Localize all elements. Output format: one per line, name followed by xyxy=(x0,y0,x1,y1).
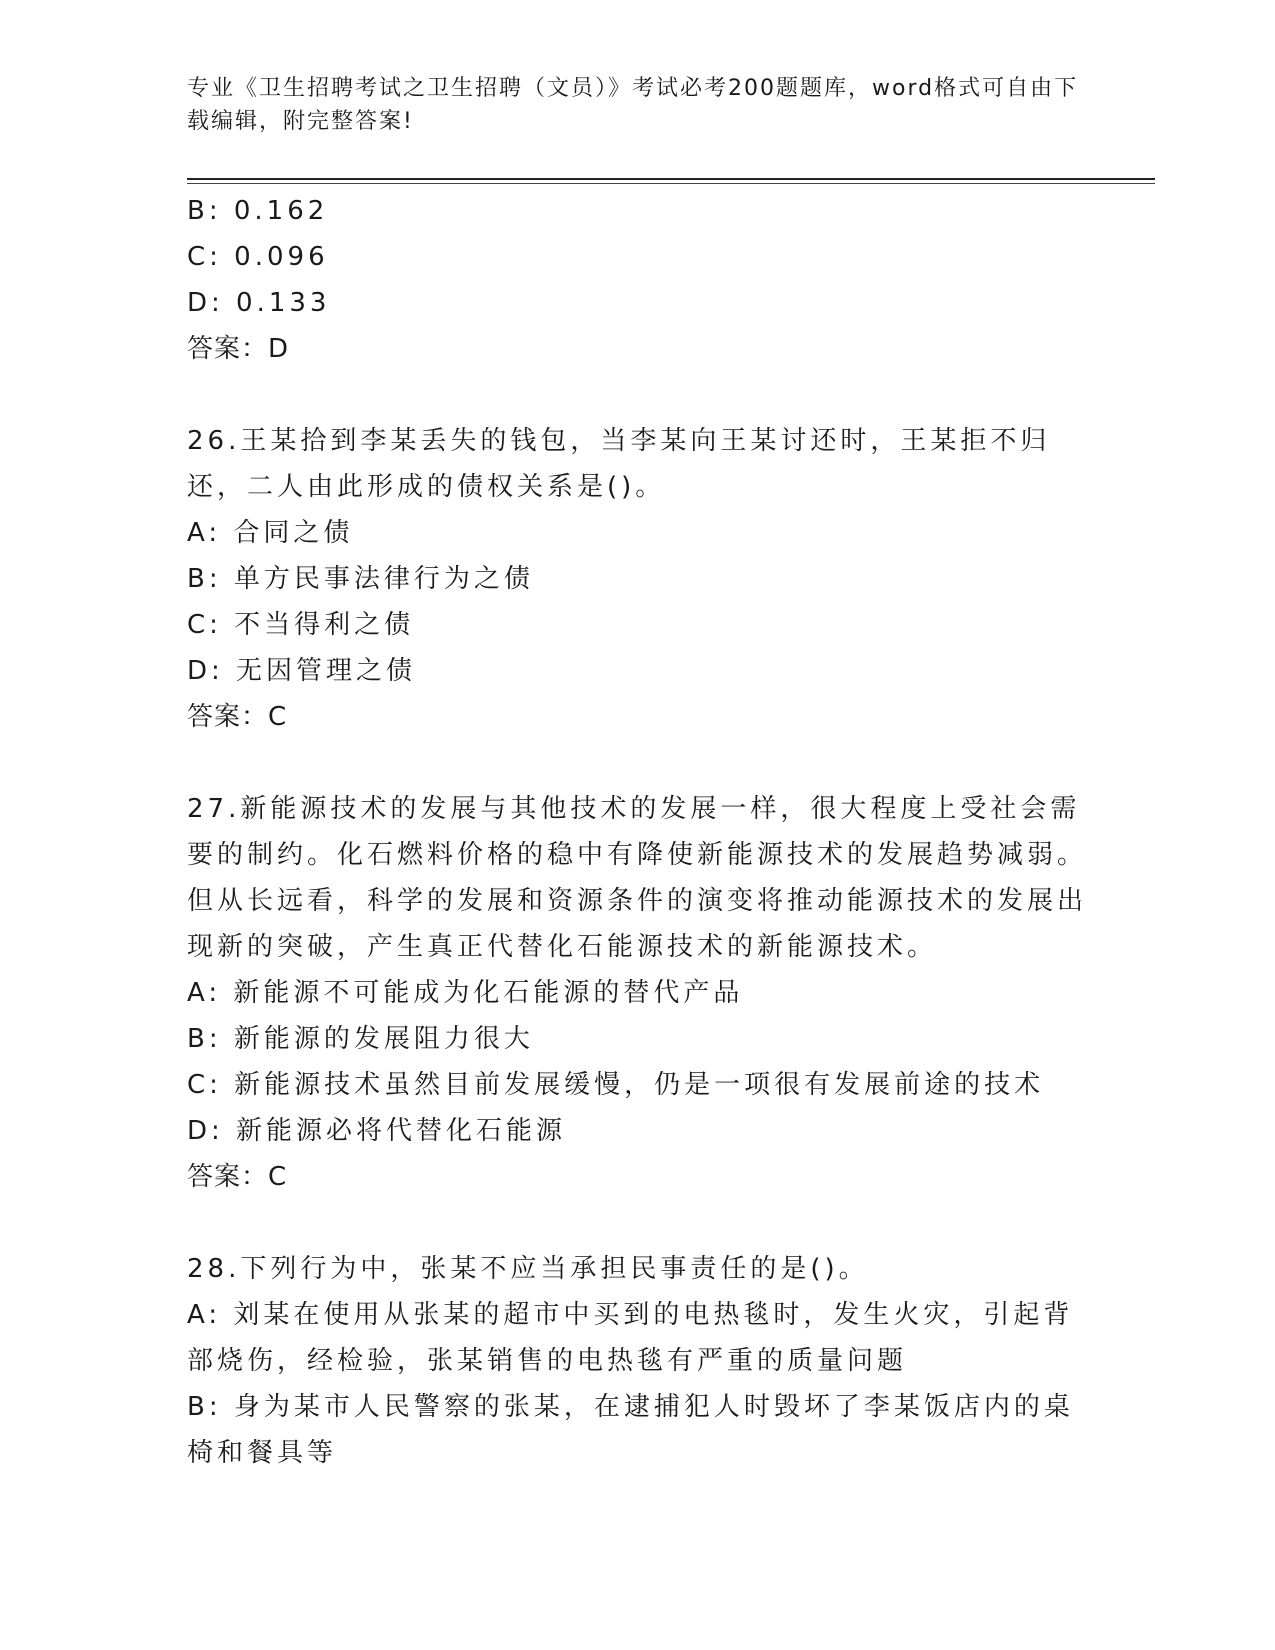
q25-option-d: D: 0.133 xyxy=(187,288,331,318)
q26-answer: 答案：C xyxy=(187,702,288,732)
header-rule-thin xyxy=(187,183,1155,184)
q28-stem: 28.下列行为中，张某不应当承担民事责任的是()。 xyxy=(187,1254,869,1284)
q27-option-b: B: 新能源的发展阻力很大 xyxy=(187,1024,534,1054)
q27-stem: 27.新能源技术的发展与其他技术的发展一样，很大程度上受社会需要的制约。化石燃料价格的稳中有降使新能源技术的发展趋势减弱。但从长远看，科学的发展和资源条件的演变将推动能源技术的发展出现新的突破，产生真正代替化石能源技术的新能源技术。 xyxy=(187,794,1088,962)
q26-option-b: B: 单方民事法律行为之债 xyxy=(187,564,534,594)
q28-option-b: B: 身为某市人民警察的张某，在逮捕犯人时毁坏了李某饭店内的桌椅和餐具等 xyxy=(187,1392,1074,1468)
q25-option-b: B: 0.162 xyxy=(187,196,329,226)
question-content xyxy=(187,188,1087,1476)
q26-option-d: D: 无因管理之债 xyxy=(187,656,417,686)
q26-option-c: C: 不当得利之债 xyxy=(187,610,415,640)
q25-answer: 答案：D xyxy=(187,334,290,364)
header-rule-thick xyxy=(187,178,1155,180)
q26-stem: 26.王某拾到李某丢失的钱包，当李某向王某讨还时，王某拒不归还，二人由此形成的债权关系是()。 xyxy=(187,426,1051,502)
q26-option-a: A: 合同之债 xyxy=(187,518,354,548)
q27-option-d: D: 新能源必将代替化石能源 xyxy=(187,1116,567,1146)
q27-option-c: C: 新能源技术虽然目前发展缓慢，仍是一项很有发展前途的技术 xyxy=(187,1070,1045,1100)
q25-option-c: C: 0.096 xyxy=(187,242,329,272)
q27-answer: 答案：C xyxy=(187,1162,288,1192)
q27-option-a: A: 新能源不可能成为化石能源的替代产品 xyxy=(187,978,744,1008)
document-header: 专业《卫生招聘考试之卫生招聘（文员）》考试必考200题题库，word格式可自由下载编辑，附完整答案! xyxy=(187,76,1079,134)
q28-option-a: A: 刘某在使用从张某的超市中买到的电热毯时，发生火灾，引起背部烧伤，经检验，张某销售的电热毯有严重的质量问题 xyxy=(187,1300,1074,1376)
